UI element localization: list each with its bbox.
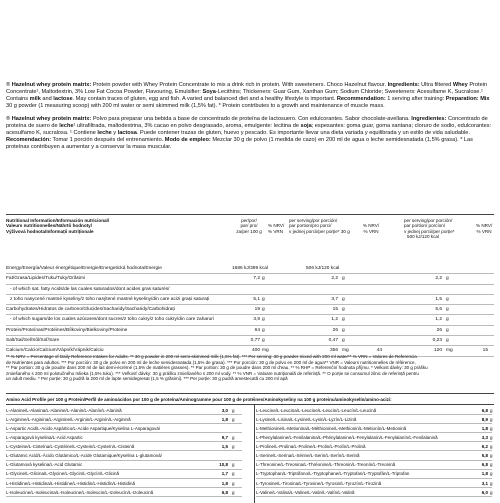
recommendation-label-en: Recommendation: [336, 96, 386, 102]
allergen-soya: Soya [202, 89, 216, 95]
product-name-es: Hazelnut whey protein matrix: [11, 116, 92, 122]
amino-acid-name: L-Glutamic Acid/L-Ácido Glutámico/L-Acide Glutamique/Kyselina L-glutamová/ [6, 453, 162, 459]
amino-acid-name: L-Phenylalanine/L-Fenilalanina/L-Phénylalanine/L-Fenylalanin/L-Fenylalanín/L-Fenilalanină [256, 435, 438, 441]
amino-acid-value: 6,2 [481, 444, 488, 450]
allergen-lactose: lactose [53, 96, 73, 102]
footnote-line: ** % NRV = Percentage of Daily Reference Intakes for Adults. ** 30 g powder in 200 ml semi-skimmed milk (1,5% fat). *** Per serving: 30 g powder mixed with 200 ml water** % VRN = Valores de Referencia [6, 354, 417, 359]
amino-acid-unit: g [232, 444, 235, 450]
nutrition-header: Nutritional Information/Información nutricional/ per/por/ per serving/por porción/ per serving/por porción/ Valeurs nutritionnelles/Nährtő hodnoty/ par/ pro/ % NRV/ par portion/pro porci/ % NRV/ par portion/ porcíon/ % NRV/ Výživová hodnota/Informații nutriționale za/per 100 g % VRN v jednej porcii/per porție* 30 g % VRN v jednej porcii/per porție* % VRN 500 kJ/120 kcal [6, 218, 493, 240]
value-per-100g: 7,2 [253, 276, 260, 282]
value-per-serving-water: 0,23 [432, 338, 442, 344]
value-per-serving-milk: 2,2 [331, 276, 338, 282]
amino-acid-value: 1,5 [221, 444, 228, 450]
nrv-per-serving-milk: 44 [376, 348, 382, 354]
ingredients-label-es: Ingredientes: [411, 116, 447, 122]
amino-acid-row [256, 424, 492, 433]
recommendation-label-es: Recomendación: [6, 137, 52, 143]
allergen-leche-2: leche [97, 130, 112, 136]
nutrition-row [6, 264, 494, 274]
ingredients-paragraph-es: ® Hazelnut whey protein matrix: Polvo para preparar una bebida a base de concentrado de proteína de lactosuero. Con edulcorantes. Sabor chocolate-avellana. Ingredientes: Concentrado de proteína de suero de leche¹ ultrafiltrada, maltodextrina, 3% cacao en polvo desgrasado, aroma, emulgente: lecitina de soja; espesantes: goma guar, goma xantana; cloruro de sodio, edulcorantes: acesulfamo K, sucralosa. ¹ Contiene leche y lactosa. Puede contener trazas de gluten, huevo y pescado. Es importante llevar una dieta variada y equilibrada y un estilo de vida saludable. Recomendación: Tomar 1 porción después del entrenamiento. Modo de empleo: Mezclar 30 g de polvo (1 medida de cazo) en 200 ml de agua o leche semidesnatada (1,5% grasa). * Las proteínas contribuyen a aumentar y a conservar la masa muscular. [6, 116, 492, 150]
unit-per-serving-milk: g [342, 338, 345, 344]
value-per-100g: 0,77 [250, 338, 260, 344]
preparation-label-en: Preparation: Mix [445, 96, 490, 102]
value-per-serving-milk: 0,47 [328, 338, 338, 344]
amino-acid-value: 1,8 [481, 471, 488, 477]
footnote-line: zmiešaného s 200 ml polotučného mlieka (1,5% tuku). *** Veľkosť dávky: 30 g prášku zmiešaného s 200 ml vody. ** % VNR = Valoare nutrițională de referință. ** O porție se consumul zilnic de referință pentru [6, 370, 419, 376]
value-per-100g: 64 [254, 327, 260, 333]
amino-acid-unit: g [232, 407, 235, 413]
amino-acid-value: 10,8 [219, 462, 228, 468]
value-per-serving-milk: 15 [332, 307, 338, 313]
amino-acid-row [6, 451, 242, 460]
amino-acid-name: L-Proline/L-Prolina/L-Proline/L-Prolin/L-Prolín/L-Prolină [256, 444, 366, 450]
amino-acid-unit: g [232, 471, 235, 477]
amino-acid-row [6, 488, 242, 497]
amino-acid-name: L-Tyrosine/L-Tirosina/L-Tyrosine/L-Tyrosin/L-Tyrozín/L-Tirozină [256, 480, 382, 486]
value-per-100g: 1686 kJ/399 kcal [232, 266, 269, 271]
column-divider [254, 405, 255, 503]
amino-acid-name: L-Tryptophan/L-Triptófano/L-Tryptophane/L-Tryptofan/L-Tryptofán/L-Triptofan [256, 471, 410, 477]
value-per-100g: 400 [251, 348, 260, 354]
amino-acid-value: 3,1 [481, 480, 488, 486]
amino-acid-name: L-Aspartic Acid/L-Acido Aspártico/L-Acide Aspartique/Kyselina L-Asparagová/ [6, 425, 161, 431]
amino-acid-unit: g [232, 462, 235, 468]
allergen-milk: milk [29, 96, 41, 102]
separator-bottom [6, 393, 494, 394]
value-per-serving-milk: 1,2 [331, 317, 338, 323]
amino-acid-unit: g [490, 407, 493, 413]
allergen-lactosa: lactosa [117, 130, 137, 136]
value-per-100g: 3,9 [253, 317, 260, 323]
amino-acid-unit: g [490, 435, 493, 441]
nutrient-name: Carbohydrates/Hidratos de carbono/Glucides/Sacharidy/Sacharidy/Carbohidrați [6, 307, 175, 313]
amino-acid-unit: g [232, 416, 235, 422]
amino-acid-unit: g [232, 480, 235, 486]
unit-per-serving-water: g [446, 327, 449, 333]
unit-per-100g: g [262, 276, 265, 282]
value-per-serving-water: 120 [433, 348, 442, 354]
amino-acid-value: 3,3 [481, 435, 488, 441]
amino-acid-row [6, 470, 242, 479]
amino-acid-row [256, 470, 492, 479]
unit-per-serving-milk: g [342, 317, 345, 323]
nutrition-row [6, 336, 494, 346]
amino-acid-row [256, 433, 492, 442]
nutrient-name: Calcium/Calcio/Calcium/Vápník/Vápnik/Calciu [6, 348, 104, 354]
allergen-soja: soja [300, 123, 312, 129]
amino-acid-row [6, 433, 242, 442]
allergen-whey: Whey [452, 82, 468, 88]
amino-acid-row [256, 479, 492, 488]
amino-acid-value: 8,9 [481, 416, 488, 422]
amino-acid-profile [6, 396, 494, 503]
nutrient-name: Energy/Energía/Valeur énergétique/Energie/Energetická hodnota/Energie [6, 266, 162, 271]
amino-acid-value: 1,8 [221, 480, 228, 486]
amino-acid-name: L-Alanine/L-Alanina/L-Alanine/L-Alanin/L-Alanín/L-Alanină [6, 407, 122, 413]
allergen-leche: leche [59, 123, 74, 129]
amino-acid-unit: g [490, 416, 493, 422]
unit-per-serving-water: g [446, 338, 449, 344]
amino-acid-unit: g [490, 444, 493, 450]
amino-acid-name: L-Glycine/L-Glicina/L-Glycine/L-Glycin/L-Glycín/L-Glicină [6, 471, 120, 477]
value-per-serving-milk: 356 [329, 348, 338, 354]
value-per-serving-water: 1,5 [435, 296, 442, 302]
footnote-line: ** Par portion: 30 g de poudre dans 200 ml de lait demi-écrémé (1,5% de matières grasses). ** Par portion: 30 g de poudre dans 200 ml d'eau. ** % RHP = Referenční hodnota příjmu. * Velkost dávky: 30 g prášku [6, 365, 428, 371]
ingredients-paragraph-en: ® Hazelnut whey protein matrix: Protein powder with Whey Protein Concentrate to mix a drink rich in protein. With sweeteners. Choco Hazelnut flavour. Ingredients: Ultra filtered Whey Protein Concentrate¹, Maltodextrin, 3% Low Fat Cocoa Powder, Flavouring, Emulsifier: Soya-Lecithins; Thickeners: Guar Gum, Xanthan Gum; Sodium Chloride; Sweeteners: Acesulfame K, Sucralose.¹ Contains milk and lactose. May contain traces of gluten, egg and fish. A varied and balanced diet and a healthy lifestyle is important. Recommendation: 1 serving after training: Preparation: Mix 30 g powder (1 measuring scoop) with 200 ml water or semi skimmed milk (1,5% fat). * Protein contributes to a growth and maintenance of muscle mass. [6, 82, 490, 109]
preparation-label-es: Modo de empleo: [164, 137, 211, 143]
value-per-serving-milk: 3,7 [331, 296, 338, 302]
amino-acid-row [6, 424, 242, 433]
unit-per-100g: g [262, 338, 265, 344]
amino-acid-unit: g [232, 435, 235, 441]
amino-acid-value: 9,7 [221, 435, 228, 441]
amino-acid-column-left [6, 406, 242, 497]
value-per-100g: 5,1 [253, 296, 260, 302]
amino-acid-name: L-Leucine/L-Leucina/L-Leucine/L-Leucin/L-Leucín/L-Leucină [256, 407, 377, 413]
nutrition-header-label: Nutritional Information/Información nutricional/ [6, 218, 110, 223]
unit-per-100g: g [262, 327, 265, 333]
amino-acid-name: L-Arginine/L-Arginina/L-Arginine/L-Arginin/L-Arginín/L-Arginină [6, 416, 131, 422]
nutrient-name: - of which sat. fatty Acids/de las cuales saturados/dont acides gras saturés/ [10, 286, 170, 292]
amino-acid-value: 1,8 [221, 416, 228, 422]
value-per-serving-water: 5,6 [435, 307, 442, 313]
amino-acid-row [256, 406, 492, 415]
nutrition-row [6, 305, 494, 315]
amino-acid-name: L-Glutamová kyselina/L-Acid Glutamic [6, 462, 83, 468]
nutrition-row [6, 285, 494, 295]
footnote-line: un adult mediu. * Per porție: 30 g pudră la 200 ml de lapte semidegresat (1,5 % grăsimi). *** Per porție: 30 g pudră amestecată cu 200 ml apă [6, 376, 288, 382]
amino-acid-name: L-Histidine/L-Histidina/L-Histidine/L-Histidin/L-Histidín/L-Histidină [6, 480, 136, 486]
amino-acid-unit: g [232, 489, 235, 495]
amino-acid-name: L-Lysine/L-Lisina/L-Lysine/L-Lysin/L-Lyzín/L-Lizină [256, 416, 357, 422]
nutrient-name: Salt/Sal/Sel/Sůl/Soľ/Sare [6, 338, 60, 344]
amino-acid-name: L-Isoleucine/L-Isoleucina/L-Isoleucine/L-Isoleucin/L-Izoleucín/L-Izoleucină [6, 489, 154, 495]
unit-per-serving-milk: mg [342, 348, 349, 354]
nutrient-name: Protein/Proteínas/Protéines/Bílkoviny/Bielkoviny/Proteine [6, 327, 128, 333]
amino-acid-row [256, 488, 492, 497]
amino-acid-unit: g [490, 480, 493, 486]
unit-per-serving-milk: g [342, 307, 345, 313]
ingredients-label-en: Ingredients: [387, 82, 420, 88]
nutrition-table [6, 264, 494, 357]
unit-per-serving-water: g [446, 296, 449, 302]
amino-acid-value: 5,8 [481, 453, 488, 459]
amino-acid-unit: g [490, 462, 493, 468]
amino-acid-unit: g [490, 453, 493, 459]
amino-acid-value: 6,8 [221, 489, 228, 495]
unit-per-100g: g [262, 307, 265, 313]
value-per-serving-milk: 506 kJ/120 kcal [306, 266, 340, 271]
value-per-serving-water: 2,2 [435, 276, 442, 282]
nutrient-name: - of which sugars/de los cuales azúcares/dont sucres/z toho cukry/z toho cukry/din care zaharuri [10, 317, 214, 323]
unit-per-serving-milk: g [342, 276, 345, 282]
value-per-100g: 19 [254, 307, 260, 313]
amino-acid-value: 3,0 [221, 407, 228, 413]
amino-acid-row [256, 451, 492, 460]
separator-top [6, 214, 494, 215]
amino-acid-name: L-Valine/L-Valina/L-Valine/L-Valin/L-Valín/L-Valină [256, 489, 355, 495]
unit-per-100g: g [262, 296, 265, 302]
unit-per-serving-milk: g [342, 296, 345, 302]
amino-acid-row [6, 479, 242, 488]
footnotes [6, 354, 494, 382]
nutrition-row [6, 326, 494, 336]
amino-acid-unit: g [490, 471, 493, 477]
amino-acid-name: L-Serine/L-Serina/L-Sérine/L-Serin/L-Serín/L-Serină [256, 453, 360, 459]
unit-per-100g: mg [262, 348, 269, 354]
unit-per-serving-milk: g [342, 327, 345, 333]
amino-acid-value: 6,8 [481, 407, 488, 413]
unit-per-serving-water: g [446, 317, 449, 323]
amino-acid-name: L-Asparagová kyselina/L-Acid Aspartic [6, 435, 83, 441]
amino-acid-title: Amino Acid Profile per 100 g Protein/Perfil de aminoácidos por 100 g de proteína/Aminogramme pour 100 g de protéines/Aminokyseliny na 100 g proteinu/aminokyselín/amino-acizi: [6, 396, 494, 405]
nutrition-row [6, 315, 494, 325]
amino-acid-column-right [256, 406, 492, 497]
nutrition-row [6, 274, 494, 284]
amino-acid-unit: g [490, 489, 493, 495]
footnote-line: de Nutrientes para adultos. *** Por porción: 30 g de polvo en 200 ml de leche semidesnatada (1,5% de grasa). *** Por porción: 30 g de polvo en 200 ml de agua** VNR = Valeurs nutritionnelles de référence, [6, 359, 416, 365]
amino-acid-row [256, 442, 492, 451]
amino-acid-row [256, 415, 492, 424]
nrv-per-serving-water: 15 [482, 348, 488, 354]
amino-acid-unit: g [490, 425, 493, 431]
value-per-serving-water: 26 [436, 327, 442, 333]
amino-acid-value: 6,8 [481, 462, 488, 468]
amino-acid-value: 6,0 [481, 489, 488, 495]
value-per-serving-milk: 26 [332, 327, 338, 333]
ingredients-section [6, 82, 494, 157]
amino-acid-value: 1,8 [481, 425, 488, 431]
amino-acid-row [6, 415, 242, 424]
product-name-en: Hazelnut whey protein matrix: [11, 82, 92, 88]
amino-acid-name: L-Methionine/L-Metionina/L-Méthionine/L-Methionin/L-Metionín/L-Metionină [256, 425, 407, 431]
unit-per-serving-water: g [446, 276, 449, 282]
unit-per-serving-water: mg [446, 348, 453, 354]
amino-acid-row [256, 461, 492, 470]
amino-acid-row [6, 406, 242, 415]
amino-acid-row [6, 461, 242, 470]
nutrition-row [6, 295, 494, 305]
unit-per-serving-water: g [446, 307, 449, 313]
amino-acid-name: L-Cysteine/L-Cisteína/L-Cystéine/L-Cystein/L-Cysteín/L-Cisteină [6, 444, 135, 450]
unit-per-100g: g [262, 317, 265, 323]
value-per-serving-water: 1,2 [435, 317, 442, 323]
amino-acid-value: 1,7 [221, 471, 228, 477]
nutrient-name: z toho nasycené mastné kyseliny/z toho nasýtené mastné kyseliny/din care acizi grași saturați [10, 296, 210, 302]
amino-acid-name: L-Threonine/L-Treonina/L-Thréonine/L-Threonin/L-Treonín/L-Treonină [256, 462, 396, 468]
nutrient-name: Fat/Grasa/Lipides/Tuku/Tuky/Grăsimi [6, 276, 86, 282]
amino-acid-row [6, 442, 242, 451]
